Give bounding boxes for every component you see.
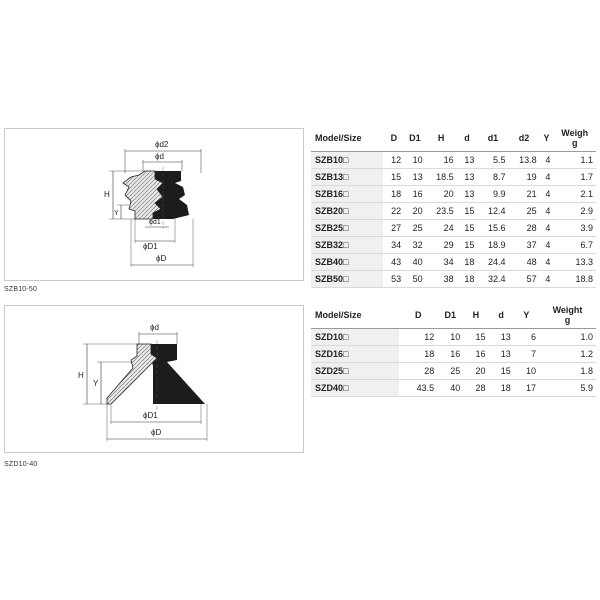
value-cell: 32.4 (477, 271, 508, 288)
szb-spec-table (311, 124, 596, 288)
col-H: H (426, 124, 457, 152)
value-cell: 12.4 (477, 203, 508, 220)
szb-drawing-panel (4, 128, 304, 281)
value-cell: 20 (426, 186, 457, 203)
value-cell: 34 (426, 254, 457, 271)
col-d: d (457, 124, 478, 152)
szd-table-body (311, 329, 596, 397)
value-cell: 18.9 (477, 237, 508, 254)
value-cell: 10 (404, 152, 425, 169)
szd-cross-section-drawing (5, 306, 303, 452)
value-cell: 13.3 (553, 254, 596, 271)
value-cell: 18 (383, 186, 404, 203)
value-cell: 6 (514, 329, 539, 346)
table-row (311, 346, 596, 363)
table-row (311, 186, 596, 203)
szb-table-body (311, 152, 596, 288)
value-cell: 15 (463, 329, 488, 346)
model-cell: SZD16□ (311, 346, 399, 363)
value-cell: 48 (509, 254, 540, 271)
value-cell: 4 (540, 220, 554, 237)
value-cell: 18 (489, 380, 514, 397)
table-row (311, 380, 596, 397)
value-cell: 1.8 (539, 363, 596, 380)
value-cell: 1.2 (539, 346, 596, 363)
col-d: d (489, 301, 514, 329)
table-header-row (311, 301, 596, 329)
value-cell: 13 (489, 346, 514, 363)
model-cell: SZD25□ (311, 363, 399, 380)
value-cell: 4 (540, 237, 554, 254)
value-cell: 43.5 (399, 380, 437, 397)
value-cell: 25 (437, 363, 463, 380)
szb-cross-section-drawing (5, 129, 303, 280)
col-d2: d2 (509, 124, 540, 152)
value-cell: 15 (457, 237, 478, 254)
table-row (311, 203, 596, 220)
szd-spec-table (311, 301, 596, 397)
h-label: H (78, 371, 84, 380)
value-cell: 4 (540, 152, 554, 169)
value-cell: 10 (437, 329, 463, 346)
value-cell: 25 (509, 203, 540, 220)
value-cell: 18 (457, 271, 478, 288)
value-cell: 15 (383, 169, 404, 186)
d1-label: ϕd1 (149, 219, 161, 226)
col-D: D (399, 301, 437, 329)
value-cell: 13 (457, 169, 478, 186)
value-cell: 4 (540, 169, 554, 186)
value-cell: 25 (404, 220, 425, 237)
table-row (311, 152, 596, 169)
value-cell: 28 (509, 220, 540, 237)
col-H: H (463, 301, 488, 329)
d-label: ϕd (155, 152, 164, 161)
col-Y: Y (540, 124, 554, 152)
table-row (311, 271, 596, 288)
cup-section-hatch (107, 344, 157, 404)
value-cell: 7 (514, 346, 539, 363)
value-cell: 20 (404, 203, 425, 220)
value-cell: 5.9 (539, 380, 596, 397)
weight-header-label: Weight (552, 304, 583, 315)
table-row (311, 237, 596, 254)
value-cell: 23.5 (426, 203, 457, 220)
d2-label: ϕd2 (155, 140, 169, 149)
value-cell: 13 (457, 186, 478, 203)
y-label: Y (93, 379, 99, 388)
value-cell: 16 (426, 152, 457, 169)
value-cell: 9.9 (477, 186, 508, 203)
col-weight (539, 301, 596, 329)
model-cell: SZB40□ (311, 254, 383, 271)
value-cell: 27 (383, 220, 404, 237)
value-cell: 4 (540, 271, 554, 288)
table-row (311, 254, 596, 271)
value-cell: 6.7 (553, 237, 596, 254)
value-cell: 15 (489, 363, 514, 380)
table-row (311, 220, 596, 237)
value-cell: 24.4 (477, 254, 508, 271)
d-label: ϕd (150, 323, 159, 332)
weight-unit-label: g (564, 314, 571, 325)
value-cell: 13 (489, 329, 514, 346)
table-row (311, 329, 596, 346)
value-cell: 21 (509, 186, 540, 203)
value-cell: 8.7 (477, 169, 508, 186)
col-D1: D1 (437, 301, 463, 329)
D-label: ϕD (156, 254, 167, 263)
value-cell: 4 (540, 186, 554, 203)
model-cell: SZD40□ (311, 380, 399, 397)
cup-body (145, 344, 205, 404)
value-cell: 57 (509, 271, 540, 288)
value-cell: 4 (540, 203, 554, 220)
value-cell: 32 (404, 237, 425, 254)
value-cell: 17 (514, 380, 539, 397)
weight-unit-label: g (571, 137, 578, 148)
value-cell: 29 (426, 237, 457, 254)
value-cell: 43 (383, 254, 404, 271)
szb-caption: SZB10-50 (4, 286, 38, 293)
col-Y: Y (514, 301, 539, 329)
value-cell: 18 (457, 254, 478, 271)
value-cell: 1.7 (553, 169, 596, 186)
value-cell: 37 (509, 237, 540, 254)
value-cell: 13 (404, 169, 425, 186)
D1-label: ϕD1 (143, 242, 158, 251)
col-weight (553, 124, 596, 152)
value-cell: 40 (404, 254, 425, 271)
value-cell: 15 (457, 220, 478, 237)
model-cell: SZB10□ (311, 152, 383, 169)
value-cell: 22 (383, 203, 404, 220)
value-cell: 28 (463, 380, 488, 397)
h-label: H (104, 190, 110, 199)
value-cell: 28 (399, 363, 437, 380)
value-cell: 15 (457, 203, 478, 220)
value-cell: 53 (383, 271, 404, 288)
value-cell: 38 (426, 271, 457, 288)
szd-drawing-panel (4, 305, 304, 453)
value-cell: 34 (383, 237, 404, 254)
value-cell: 3.9 (553, 220, 596, 237)
value-cell: 16 (463, 346, 488, 363)
value-cell: 18.5 (426, 169, 457, 186)
value-cell: 16 (404, 186, 425, 203)
model-cell: SZB50□ (311, 271, 383, 288)
col-model: Model/Size (311, 124, 383, 152)
value-cell: 1.1 (553, 152, 596, 169)
value-cell: 12 (383, 152, 404, 169)
D-label: ϕD (151, 428, 162, 437)
value-cell: 2.9 (553, 203, 596, 220)
col-d1: d1 (477, 124, 508, 152)
value-cell: 12 (399, 329, 437, 346)
value-cell: 1.0 (539, 329, 596, 346)
model-cell: SZB25□ (311, 220, 383, 237)
weight-header-label: Weigh (561, 127, 589, 138)
value-cell: 15.6 (477, 220, 508, 237)
model-cell: SZB16□ (311, 186, 383, 203)
value-cell: 20 (463, 363, 488, 380)
value-cell: 2.1 (553, 186, 596, 203)
table-header-row (311, 124, 596, 152)
value-cell: 10 (514, 363, 539, 380)
szd-caption: SZD10-40 (4, 461, 38, 468)
table-row (311, 363, 596, 380)
value-cell: 19 (509, 169, 540, 186)
D1-label: ϕD1 (143, 411, 158, 420)
col-D1: D1 (404, 124, 425, 152)
col-D: D (383, 124, 404, 152)
y-label: Y (114, 210, 119, 217)
value-cell: 13 (457, 152, 478, 169)
value-cell: 4 (540, 254, 554, 271)
value-cell: 13.8 (509, 152, 540, 169)
model-cell: SZD10□ (311, 329, 399, 346)
value-cell: 16 (437, 346, 463, 363)
model-cell: SZB20□ (311, 203, 383, 220)
value-cell: 50 (404, 271, 425, 288)
value-cell: 40 (437, 380, 463, 397)
table-row (311, 169, 596, 186)
value-cell: 18 (399, 346, 437, 363)
value-cell: 24 (426, 220, 457, 237)
value-cell: 18.8 (553, 271, 596, 288)
value-cell: 5.5 (477, 152, 508, 169)
model-cell: SZB32□ (311, 237, 383, 254)
model-cell: SZB13□ (311, 169, 383, 186)
col-model: Model/Size (311, 301, 399, 329)
